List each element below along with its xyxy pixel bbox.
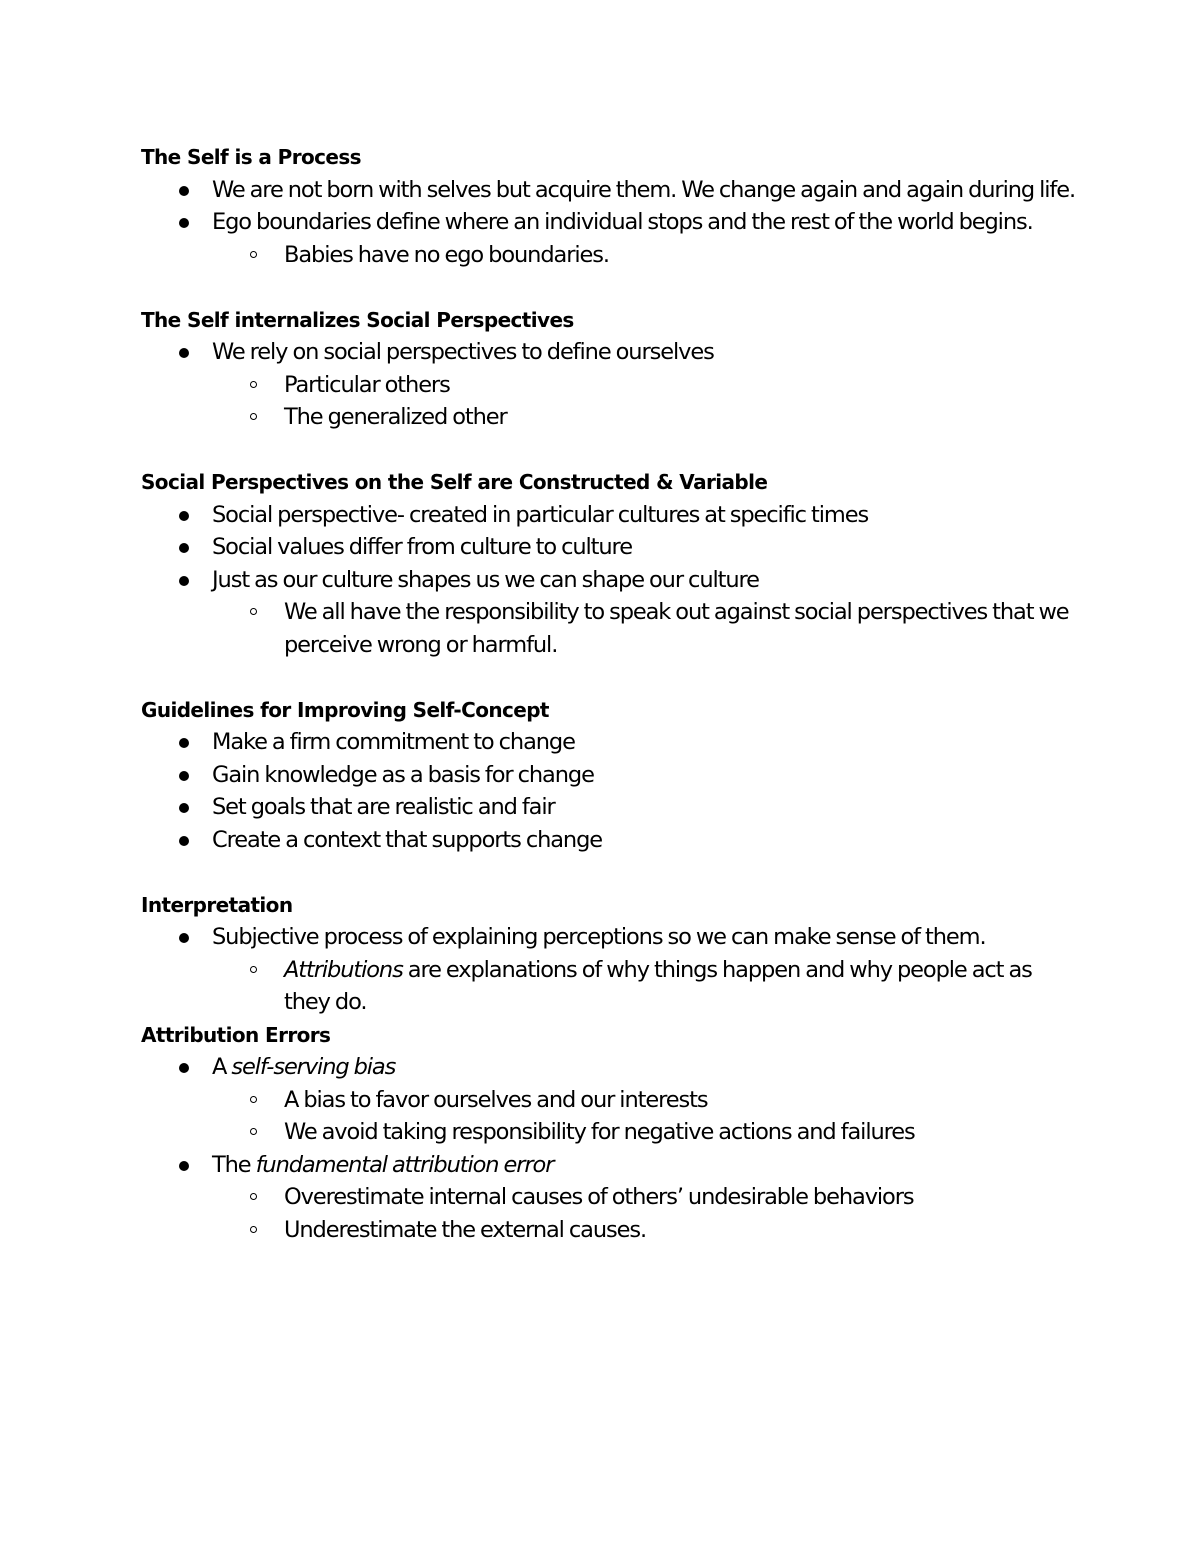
- list-item: [141, 759, 1081, 792]
- list-item: [141, 1051, 1081, 1149]
- list-item-text: Subjective process of explaining perceptions so we can make sense of them.: [212, 924, 986, 950]
- bullet-list: [141, 726, 1081, 856]
- list-item: [141, 174, 1081, 207]
- list-item-text: We rely on social perspectives to define ourselves: [212, 339, 714, 365]
- bullet-circle-icon: [250, 1128, 257, 1135]
- bullet-list: [141, 174, 1081, 272]
- list-item-text: Gain knowledge as a basis for change: [212, 761, 594, 788]
- sub-list-item: [212, 239, 1081, 272]
- bullet-disc-icon: [179, 771, 189, 781]
- sub-list-item: [212, 1181, 1081, 1214]
- section-heading: Guidelines for Improving Self-Concept: [141, 697, 549, 722]
- sub-list-item-text: A bias to favor ourselves and our interests: [284, 1086, 708, 1113]
- list-item: [141, 564, 1081, 662]
- sub-list-item-text: [284, 957, 1032, 1016]
- section-heading: The Self is a Process: [141, 145, 361, 169]
- bullet-list: [141, 1051, 1081, 1246]
- sub-list-item-text: Overestimate internal causes of others’ undesirable behaviors: [284, 1184, 914, 1210]
- sub-list-item-rest: are explanations of why things happen and why people act as they do.: [284, 956, 1032, 1015]
- bullet-circle-icon: [250, 413, 257, 420]
- bullet-disc-icon: [179, 836, 189, 846]
- list-item-text: We are not born with selves but acquire them. We change again and again during life.: [212, 176, 1076, 203]
- list-item: [141, 336, 1081, 434]
- list-item: [141, 726, 1081, 759]
- bullet-circle-icon: [250, 1193, 257, 1200]
- sub-list-item: [212, 1084, 1081, 1117]
- document-page: [141, 141, 1081, 1246]
- sub-list-item-text: Underestimate the external causes.: [284, 1216, 647, 1243]
- sub-list-item: [212, 401, 1081, 434]
- bullet-circle-icon: [250, 1096, 257, 1103]
- bullet-disc-icon: [179, 348, 189, 358]
- list-item-prefix: The: [212, 1151, 256, 1178]
- bullet-disc-icon: [179, 576, 189, 586]
- section-guidelines: [141, 694, 1081, 857]
- list-item: [141, 531, 1081, 564]
- list-item: [141, 499, 1081, 532]
- bullet-disc-icon: [179, 511, 189, 521]
- list-item: [141, 824, 1081, 857]
- italic-term: self-serving bias: [231, 1054, 396, 1080]
- section-heading: Social Perspectives on the Self are Constructed & Variable: [141, 470, 768, 494]
- sub-list-item-text: Babies have no ego boundaries.: [284, 241, 609, 268]
- list-item-text: Create a context that supports change: [212, 826, 603, 853]
- sub-list-item: [212, 1116, 1081, 1149]
- bullet-disc-icon: [179, 1063, 189, 1073]
- sub-list-item-text: Particular others: [284, 371, 450, 398]
- sub-list-item: [212, 369, 1081, 402]
- list-item-text: Set goals that are realistic and fair: [212, 794, 555, 820]
- section-interpretation: [141, 889, 1081, 1019]
- sub-bullet-list: [212, 369, 1081, 434]
- list-item: [141, 921, 1081, 1019]
- sub-list-item-text: We avoid taking responsibility for negative actions and failures: [284, 1119, 915, 1145]
- bullet-list: [141, 336, 1081, 434]
- sub-bullet-list: [212, 239, 1081, 272]
- list-item-text: Just as our culture shapes us we can shape our culture: [212, 566, 759, 593]
- sub-list-item: [212, 1214, 1081, 1247]
- bullet-circle-icon: [250, 251, 257, 258]
- section-self-process: [141, 141, 1081, 271]
- section-attribution-errors: [141, 1019, 1081, 1247]
- list-item: [141, 791, 1081, 824]
- bullet-disc-icon: [179, 543, 189, 553]
- list-item: [141, 206, 1081, 271]
- bullet-circle-icon: [250, 608, 257, 615]
- list-item-prefix: A: [212, 1054, 232, 1080]
- bullet-disc-icon: [179, 933, 189, 943]
- list-item-text: Ego boundaries define where an individual stops and the rest of the world begins.: [212, 209, 1033, 235]
- bullet-circle-icon: [250, 381, 257, 388]
- sub-bullet-list: [212, 1084, 1081, 1149]
- bullet-circle-icon: [250, 966, 257, 973]
- section-social-perspectives: [141, 304, 1081, 434]
- list-item-text: [212, 1149, 1081, 1182]
- bullet-disc-icon: [179, 186, 189, 196]
- bullet-circle-icon: [250, 1226, 257, 1233]
- italic-term: fundamental attribution error: [255, 1151, 554, 1178]
- sub-list-item: [212, 596, 1081, 661]
- bullet-disc-icon: [179, 1161, 189, 1171]
- bullet-list: [141, 921, 1081, 1019]
- list-item: [141, 1149, 1081, 1247]
- section-heading: The Self internalizes Social Perspectives: [141, 307, 574, 332]
- section-constructed-variable: [141, 466, 1081, 661]
- list-item-text: [212, 1051, 1081, 1084]
- sub-list-item-text: The generalized other: [284, 404, 507, 430]
- sub-list-item-text: We all have the responsibility to speak out against social perspectives that we perceive wrong or harmful.: [284, 599, 1069, 658]
- list-item-text: Make a firm commitment to change: [212, 729, 575, 755]
- section-heading: Interpretation: [141, 892, 293, 917]
- bullet-disc-icon: [179, 738, 189, 748]
- list-item-text: Social values differ from culture to culture: [212, 534, 632, 560]
- italic-term: Attributions: [284, 956, 403, 983]
- bullet-disc-icon: [179, 218, 189, 228]
- sub-bullet-list: [212, 954, 1081, 1019]
- list-item-text: Social perspective- created in particular cultures at specific times: [212, 501, 869, 528]
- sub-bullet-list: [212, 1181, 1081, 1246]
- section-heading: Attribution Errors: [141, 1022, 331, 1047]
- bullet-list: [141, 499, 1081, 662]
- sub-list-item: [212, 954, 1081, 1019]
- sub-bullet-list: [212, 596, 1081, 661]
- bullet-disc-icon: [179, 803, 189, 813]
